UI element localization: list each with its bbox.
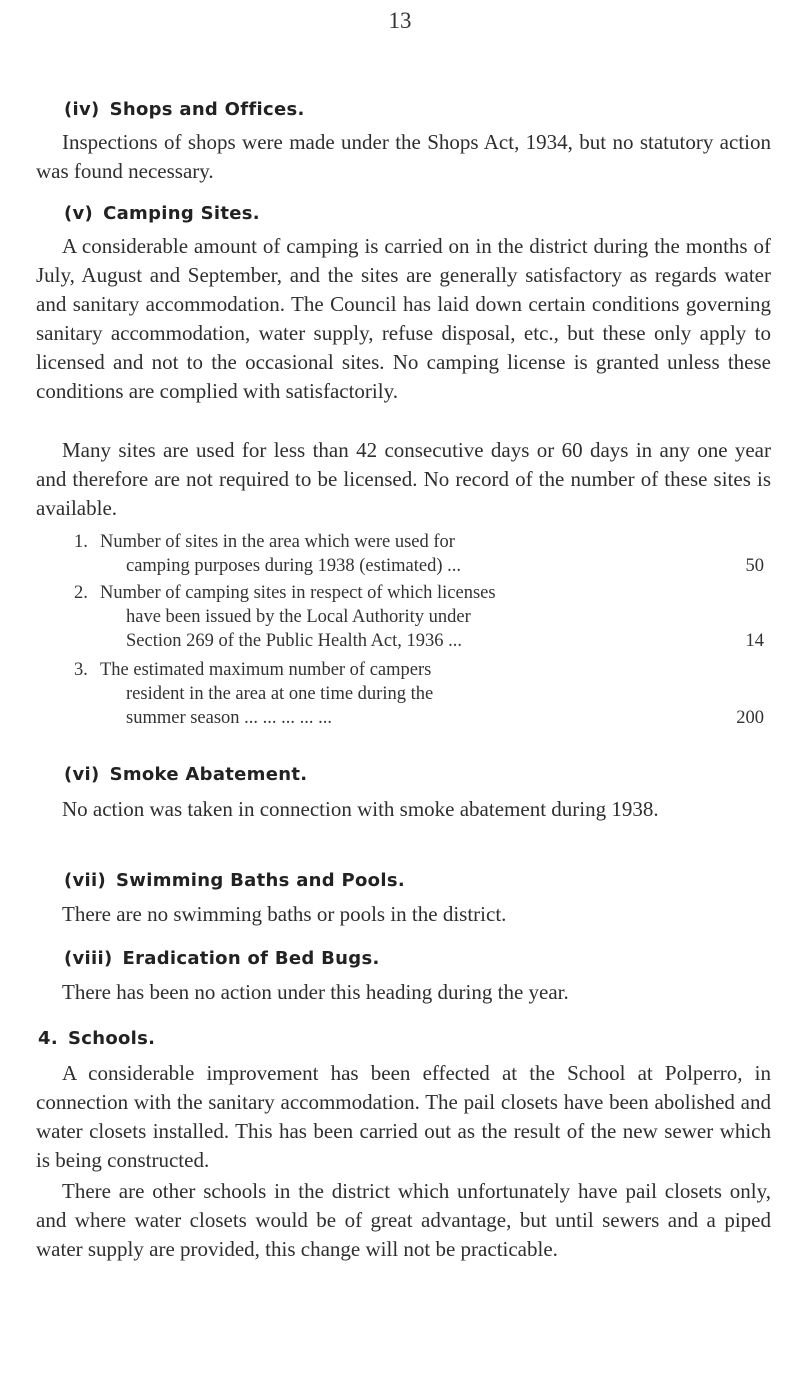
list-item-line: summer season ... ... ... ... ... — [126, 708, 333, 728]
list-item-line: resident in the area at one time during the — [126, 684, 434, 704]
section-title: Smoke Abatement. — [109, 764, 308, 785]
list-item-value: 50 — [745, 556, 764, 576]
section-title: Camping Sites. — [103, 203, 260, 224]
paragraph: There are other schools in the district which unfortunately have pail closets only, and where water closets would be of great advantage, but until sewers and a piped water supply are provided, this change will not be practicable. — [36, 1179, 771, 1261]
paragraph: A considerable amount of camping is carried on in the district during the months of July, August and September, and the sites are generally satisfactory as regards water and sanitary accommodation. The Council has laid down certain conditions governing sanitary accommodation, water supply, refuse disposal, etc., but these only apply to licensed and not to the occasional sites. No camping license is granted unless these conditions are complied with satisfactorily. — [36, 234, 771, 403]
section-heading-schools — [38, 1028, 155, 1049]
list-item — [74, 581, 764, 653]
section-number: (viii) — [64, 948, 113, 969]
paragraph: There are no swimming baths or pools in the district. — [62, 902, 507, 926]
paragraph: Many sites are used for less than 42 consecutive days or 60 days in any one year and therefore are not required to be licensed. No record of the number of these sites is available. — [36, 438, 771, 520]
section-number: (iv) — [64, 99, 100, 120]
section-heading-smoke — [64, 764, 307, 785]
list-item-number: 2. — [74, 583, 88, 603]
list-item-value: 14 — [745, 631, 764, 651]
section-number: (vi) — [64, 764, 100, 785]
list-item-line: camping purposes during 1938 (estimated) ... — [126, 556, 461, 576]
list-item — [74, 658, 764, 730]
paragraph: No action was taken in connection with smoke abatement during 1938. — [62, 797, 659, 821]
list-item-number: 1. — [74, 532, 88, 552]
list-item — [74, 530, 764, 578]
paragraph: There has been no action under this heading during the year. — [62, 980, 569, 1004]
paragraph: Inspections of shops were made under the Shops Act, 1934, but no statutory action was found necessary. — [36, 130, 771, 183]
paragraph: A considerable improvement has been effected at the School at Polperro, in connection with the sanitary accommodation. The pail closets have been abolished and water closets installed. This has been carried out as the result of the new sewer which is being constructed. — [36, 1061, 771, 1172]
list-item-line: The estimated maximum number of campers — [100, 660, 432, 680]
list-item-line: have been issued by the Local Authority under — [126, 607, 471, 627]
section-number: 4. — [38, 1028, 58, 1049]
section-heading-shops — [64, 99, 305, 120]
section-heading-camping — [64, 203, 260, 224]
list-item-text — [100, 658, 650, 730]
page-number: 13 — [388, 8, 412, 33]
section-title: Shops and Offices. — [109, 99, 305, 120]
list-item-number: 3. — [74, 660, 88, 680]
section-heading-bed-bugs — [64, 948, 380, 969]
list-item-line: Number of camping sites in respect of which licenses — [100, 583, 496, 603]
section-number: (v) — [64, 203, 94, 224]
section-title: Swimming Baths and Pools. — [116, 870, 405, 891]
list-item-text — [100, 581, 650, 653]
list-item-line: Number of sites in the area which were used for — [100, 532, 455, 552]
list-item-value: 200 — [736, 708, 764, 728]
section-heading-swimming — [64, 870, 405, 891]
section-title: Schools. — [67, 1028, 156, 1049]
list-item-text — [100, 530, 650, 578]
section-number: (vii) — [64, 870, 107, 891]
list-item-line: Section 269 of the Public Health Act, 1936 ... — [126, 631, 463, 651]
section-title: Eradication of Bed Bugs. — [122, 948, 380, 969]
